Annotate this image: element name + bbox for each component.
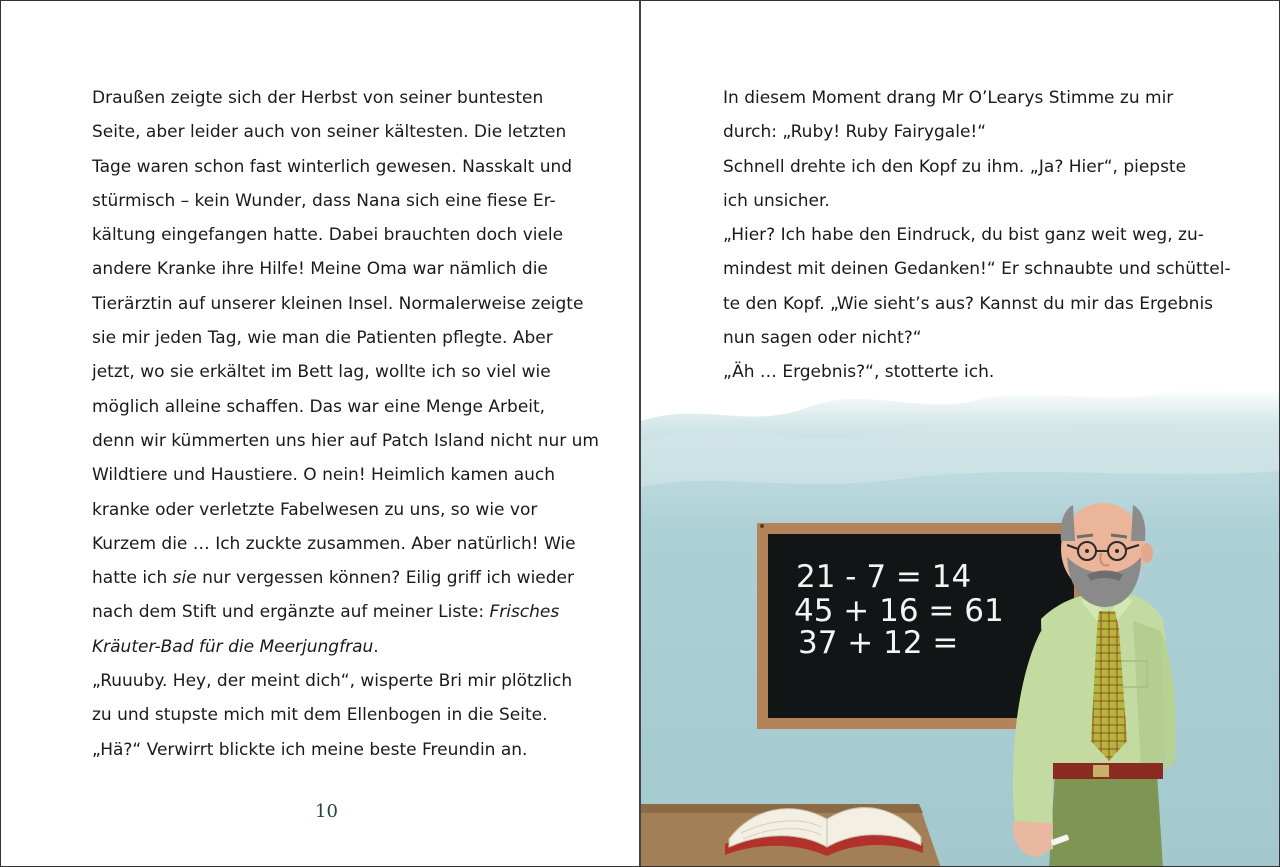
text-line: Kurzem die … Ich zuckte zusammen. Aber natürlich! Wie — [92, 533, 576, 554]
chalk-equation-1: 21 - 7 = 14 — [796, 559, 972, 595]
frame-nail — [760, 524, 764, 528]
text-line: zu und stupste mich mit dem Ellenbogen in die Seite. — [92, 705, 548, 726]
emphasis: sie — [172, 568, 197, 589]
text-line: durch: „Ruby! Ruby Fairygale!“ — [723, 122, 987, 143]
text-line: ich unsicher. — [723, 190, 830, 211]
text-segment: hatte ich — [92, 568, 173, 589]
right-page — [641, 1, 1280, 867]
chalk-equation-3: 37 + 12 = — [798, 625, 959, 661]
text-line: Tierärztin auf unserer kleinen Insel. Normalerweise zeigte — [92, 293, 584, 314]
left-page — [1, 1, 639, 867]
text-line — [92, 595, 562, 629]
left-page-text — [92, 81, 599, 767]
text-line — [92, 630, 562, 664]
text-line: te den Kopf. „Wie sieht’s aus? Kannst du mir das Ergebnis — [723, 293, 1214, 314]
text-line: jetzt, wo sie erkältet im Bett lag, wollte ich so viel wie — [92, 362, 551, 383]
text-line: In diesem Moment drang Mr O’Learys Stimme zu mir — [723, 88, 1174, 108]
teacher-pants — [1049, 773, 1163, 867]
text-line: kranke oder verletzte Fabelwesen zu uns, so wie vor — [92, 499, 538, 520]
text-line: Tage waren schon fast winterlich gewesen. Nasskalt und — [92, 156, 573, 177]
text-line: „Hä?“ Verwirrt blickte ich meine beste Freundin an. — [92, 739, 528, 760]
text-line: andere Kranke ihre Hilfe! Meine Oma war nämlich die — [92, 259, 548, 280]
text-line: möglich alleine schaffen. Das war eine Menge Arbeit, — [92, 396, 546, 417]
text-line: denn wir kümmerten uns hier auf Patch Island nicht nur um — [92, 430, 599, 451]
text-line: „Hier? Ich habe den Eindruck, du bist ganz weit weg, zu- — [723, 225, 1204, 246]
text-line: Draußen zeigte sich der Herbst von seiner buntesten — [92, 88, 544, 108]
text-segment: nach dem Stift und ergänzte auf meiner Liste: — [92, 602, 490, 623]
text-line: kältung eingefangen hatte. Dabei brauchten doch viele — [92, 225, 564, 246]
text-line: Wildtiere und Haustiere. O nein! Heimlich kamen auch — [92, 465, 556, 486]
right-page-text — [723, 81, 1231, 390]
text-line: Seite, aber leider auch von seiner kältesten. Die letzten — [92, 122, 567, 143]
text-line: „Äh … Ergebnis?“, stotterte ich. — [723, 362, 995, 383]
emphasis: Kräuter-Bad für die Meerjungfrau — [92, 636, 374, 657]
text-line: stürmisch – kein Wunder, dass Nana sich eine fiese Er- — [92, 190, 556, 211]
text-line — [92, 561, 574, 595]
text-line: mindest mit deinen Gedanken!“ Er schnaubte und schüttel- — [723, 259, 1231, 280]
text-line: nun sagen oder nicht?“ — [723, 328, 922, 349]
chalk-equation-2: 45 + 16 = 61 — [794, 593, 1004, 629]
text-line: sie mir jeden Tag, wie man die Patienten pflegte. Aber — [92, 328, 553, 349]
emphasis: Frisches — [489, 602, 560, 623]
page-number: 10 — [315, 801, 338, 822]
text-line: „Ruuuby. Hey, der meint dich“, wisperte Bri mir plötzlich — [92, 671, 573, 692]
text-segment: nur vergessen können? Eilig griff ich wieder — [196, 568, 574, 589]
text-segment: . — [373, 636, 379, 657]
text-line: Schnell drehte ich den Kopf zu ihm. „Ja? Hier“, piepste — [723, 156, 1187, 177]
